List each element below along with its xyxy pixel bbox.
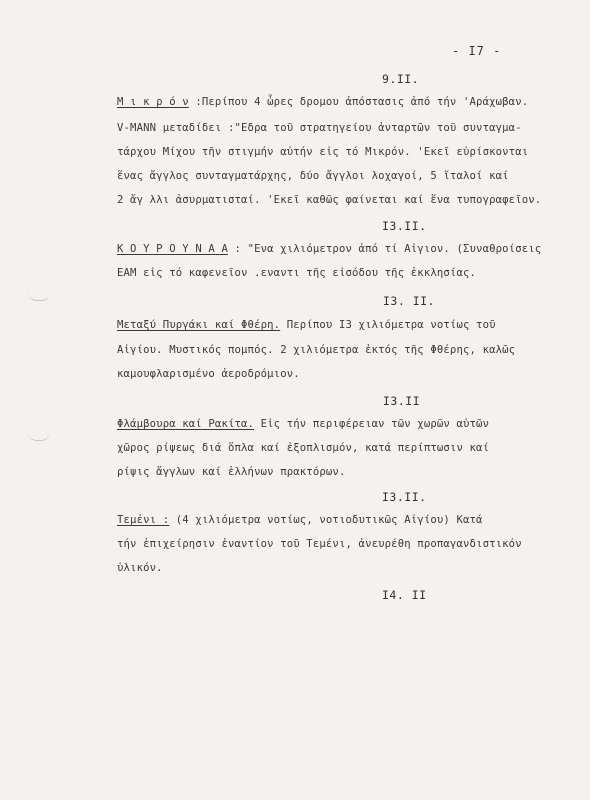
entry-line: ὑλικόν. (117, 562, 163, 574)
entry-date: I3. II. (383, 294, 435, 308)
page-number: - I7 - (452, 44, 502, 58)
entry-heading: Φλάμβουρα καί Ρακίτα. (117, 418, 255, 430)
entry-date: I3.II. (382, 490, 427, 504)
entry-line: ἕνας ἄγγλος συνταγματάρχης, δύο ἄγγλοι λοχαγοί, 5 ἴταλοί καί (117, 170, 509, 182)
entry-line (117, 319, 496, 331)
entry-heading: Τεμένι : (117, 514, 170, 526)
entry-date: 9.II. (382, 72, 420, 86)
entry-line: τήν ἐπιχείρησιν ἐναντίον τοῦ Τεμένι, ἀνευρέθη προπαγανδιστικόν (117, 538, 522, 550)
entry-date: I4. II (382, 588, 427, 602)
entry-text: :Περίπου 4 ὧρες δρομου ἀπόστασις ἀπό τήν 'Αράχωβαν. (188, 96, 529, 108)
entry-line: Αἰγίου. Μυστικός πομπός. 2 χιλιόμετρα ἐκτός τῆς Φθέρης, καλῶς (117, 344, 516, 356)
entry-date: I3.II. (382, 219, 427, 233)
entry-line: χῶρος ρίψεως διά ὅπλα καί ἐξοπλισμόν, κατά περίπτωσιν καί (117, 442, 490, 454)
entry-line: ρίψις ἄγγλων καί ἑλλήνων πρακτόρων. (117, 466, 346, 478)
entry-line (117, 514, 483, 526)
entry-line (117, 96, 528, 108)
entry-text: (4 χιλιόμετρα νοτίως, νοτιοδυτικῶς Αἰγίου) Κατά (169, 514, 483, 526)
entry-date: I3.II (383, 394, 421, 408)
entry-heading: Μεταξύ Πυργάκι καί Φθέρη. (117, 319, 281, 331)
punch-hole-mark (28, 292, 50, 301)
entry-line (117, 243, 541, 255)
entry-line: καμουφλαρισμένο ἀεροδρόμιον. (117, 368, 300, 380)
entry-line (117, 418, 489, 430)
punch-hole-mark (28, 432, 50, 441)
entry-text: Περίπου I3 χιλιόμετρα νοτίως τοῦ (280, 319, 496, 331)
entry-heading: Μ ι κ ρ ό ν (117, 96, 189, 108)
entry-line: V-MANN μεταδίδει :"Εδρα τοῦ στρατηγείου ἀνταρτῶν τοῦ συνταγμα- (117, 122, 522, 134)
entry-text: : "Ενα χιλιόμετρον ἀπό τί Αἰγιον. (Συναθροίσεις (227, 243, 542, 255)
entry-line: 2 ἄγ λλι ἀσυρματισταί. 'Εκεῖ καθῶς φαίνεται καί ἕνα τυπογραφεῖον. (117, 194, 542, 206)
entry-heading: Κ Ο Υ Ρ Ο Υ Ν Α Α (117, 243, 228, 255)
entry-text: Εἰς τήν περιφέρειαν τῶν χωρῶν αὐτῶν (254, 418, 490, 430)
entry-line: τάρχου Μίχου τῆν στιγμήν αὐτήν εἰς τό Μικρόν. 'Εκεῖ εὑρίσκονται (117, 146, 529, 158)
entry-line: ΕΑΜ εἰς τό καφενεῖον .εναντι τῆς εἰσόδου τῆς ἐκκλησίας. (117, 267, 477, 279)
